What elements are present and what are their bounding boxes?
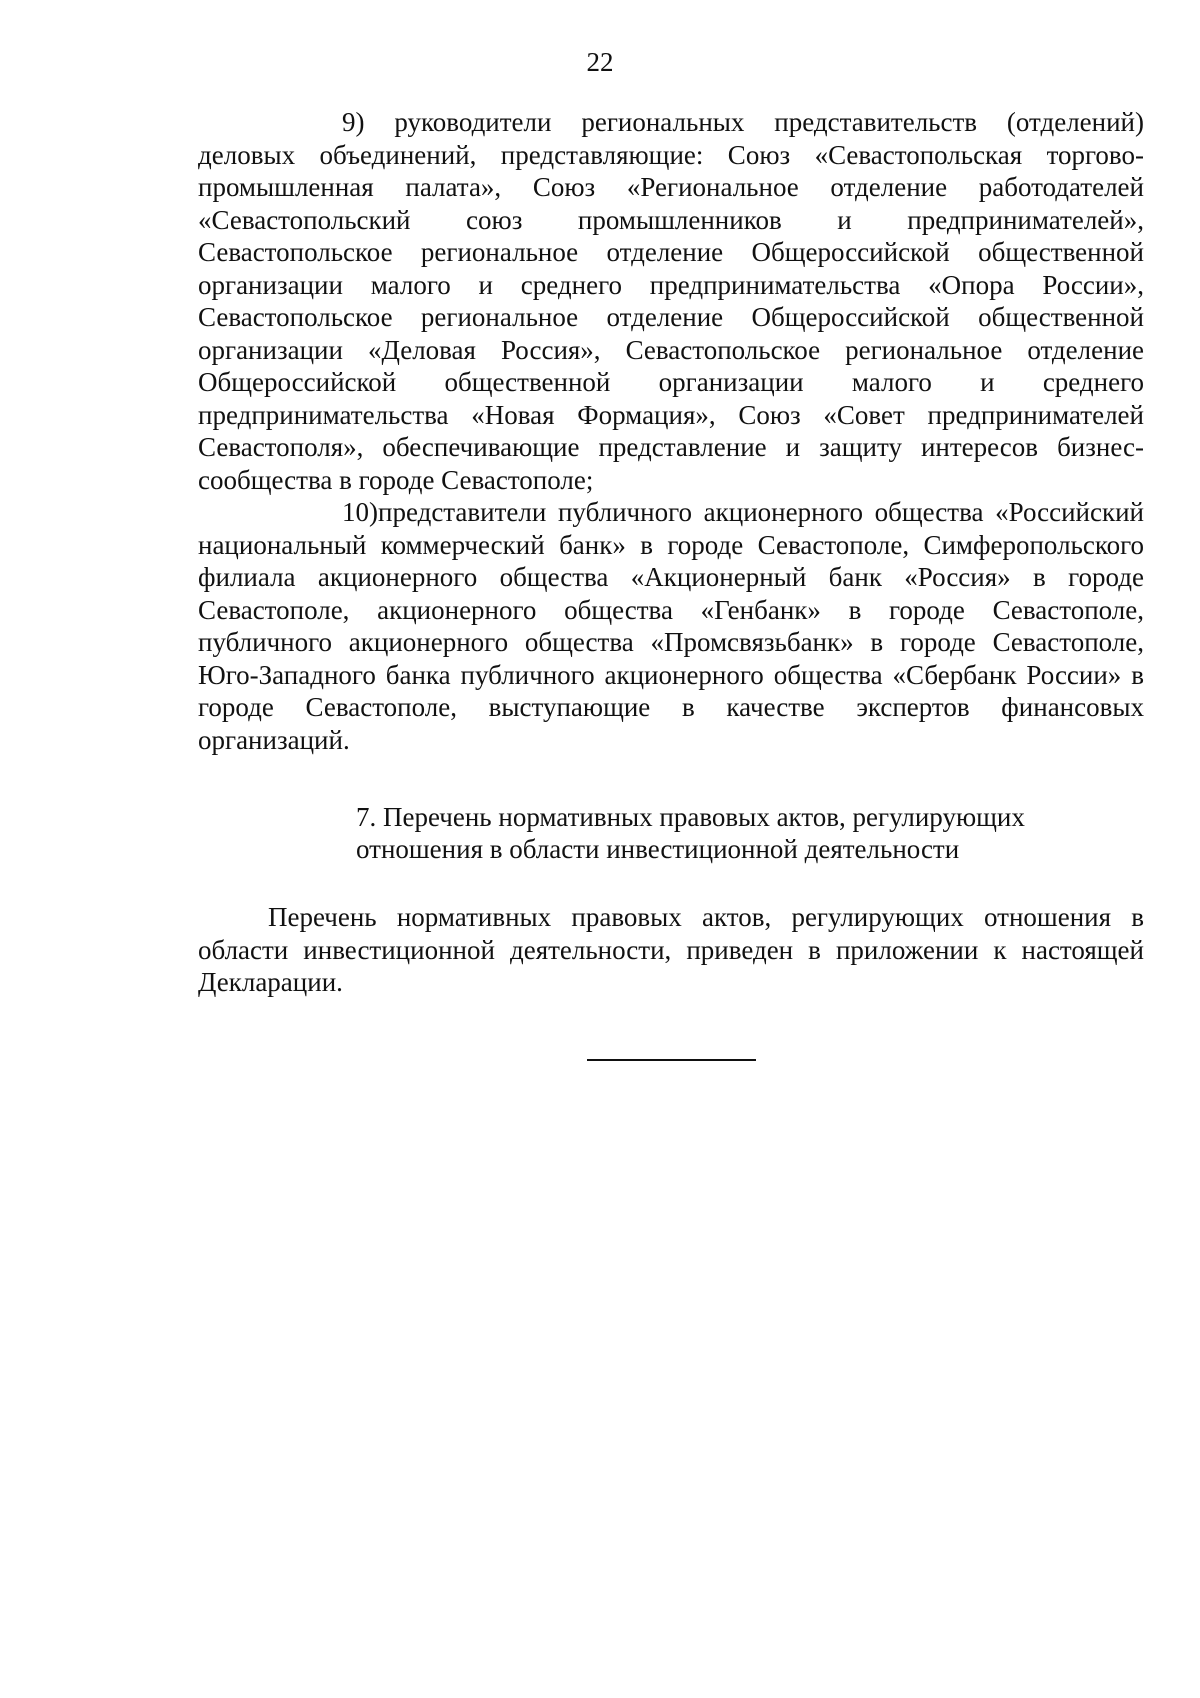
section-heading-line: отношения в области инвестиционной деятельности	[356, 834, 960, 864]
page-number: 22	[586, 47, 614, 77]
participants-list	[198, 106, 1144, 756]
list-item	[198, 496, 1144, 756]
section-heading-line: 7. Перечень нормативных правовых актов, регулирующих	[356, 802, 1025, 832]
list-item-marker: 9)	[342, 107, 365, 137]
section-heading	[356, 801, 1116, 865]
end-separator-line	[587, 1059, 756, 1061]
list-item-marker: 10)	[342, 497, 378, 527]
list-item-text: руководители региональных представительств (отделений) деловых объединений, представляющие: Союз «Севастопольская торгово-промышленная палата», Союз «Региональное отделение работодателей «Севастопольский союз промышленников и предпринимателей», Севастопольское региональное отделение Общероссийской общественной организации малого и среднего предпринимательства «Опора России», Севастопольское региональное отделение Общероссийской общественной организации «Деловая Россия», Севастопольское региональное отделение Общероссийской общественной организации малого и среднего предпринимательства «Новая Формация», Союз «Совет предпринимателей Севастополя», обеспечивающие представление и защиту интересов бизнес-сообщества в городе Севастополе;	[198, 107, 1144, 495]
list-item	[198, 106, 1144, 496]
list-item-text: представители публичного акционерного общества «Российский национальный коммерческий банк» в городе Севастополе, Симферопольского филиала акционерного общества «Акционерный банк «Россия» в городе Севастополе, акционерного общества «Генбанк» в городе Севастополе, публичного акционерного общества «Промсвязьбанк» в городе Севастополе, Юго-Западного банка публичного акционерного общества «Сбербанк России» в городе Севастополе, выступающие в качестве экспертов финансовых организаций.	[198, 497, 1144, 755]
section-paragraph: Перечень нормативных правовых актов, регулирующих отношения в области инвестиционной деятельности, приведен в приложении к настоящей Декларации.	[198, 902, 1144, 997]
